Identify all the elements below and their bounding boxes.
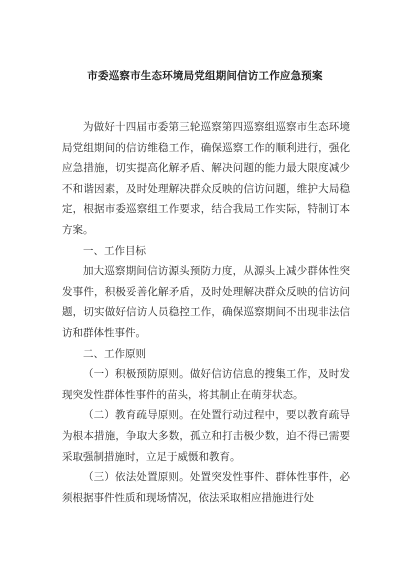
document-body	[62, 117, 350, 508]
principle-lawful-paragraph: （三）依法处置原则。处置突发性事件、群体性事件，必须根据事件性质和现场情况，依法采取相应措施进行处	[62, 471, 350, 504]
principle-education-paragraph: （二）教育疏导原则。在处置行动过程中，要以教育疏导为根本措施，争取大多数，孤立和打击极少数，迫不得已需要采取强制措施时，立足于威慑和教育。	[62, 409, 350, 463]
principle-prevention-paragraph: （一）积极预防原则。做好信访信息的搜集工作，及时发现突发性群体性事件的苗头，将其制止在萌芽状态。	[62, 368, 350, 401]
section-heading-goals: 一、工作目标	[83, 244, 146, 257]
document-title: 市委巡察市生态环境局党组期间信访工作应急预案	[87, 70, 323, 82]
intro-paragraph: 为做好十四届市委第三轮巡察第四巡察组巡察市生态环境局党组期间的信访维稳工作，确保巡察工作的顺利进行，强化应急措施，切实提高化解矛盾、解决问题的能力最大限度减少不和谐因素，及时处理解决群众反映的信访问题，维护大局稳定，根据市委巡察组工作要求，结合我局工作实际，特制订本方案。	[62, 121, 350, 236]
goals-paragraph: 加大巡察期间信访源头预防力度，从源头上减少群体性突发事件，积极妥善化解矛盾，及时处理解决群众反映的信访问题，切实做好信访人员稳控工作，确保巡察期间不出现非法信访和群体性事件。	[62, 265, 350, 339]
section-heading-principles: 二、工作原则	[83, 347, 146, 360]
